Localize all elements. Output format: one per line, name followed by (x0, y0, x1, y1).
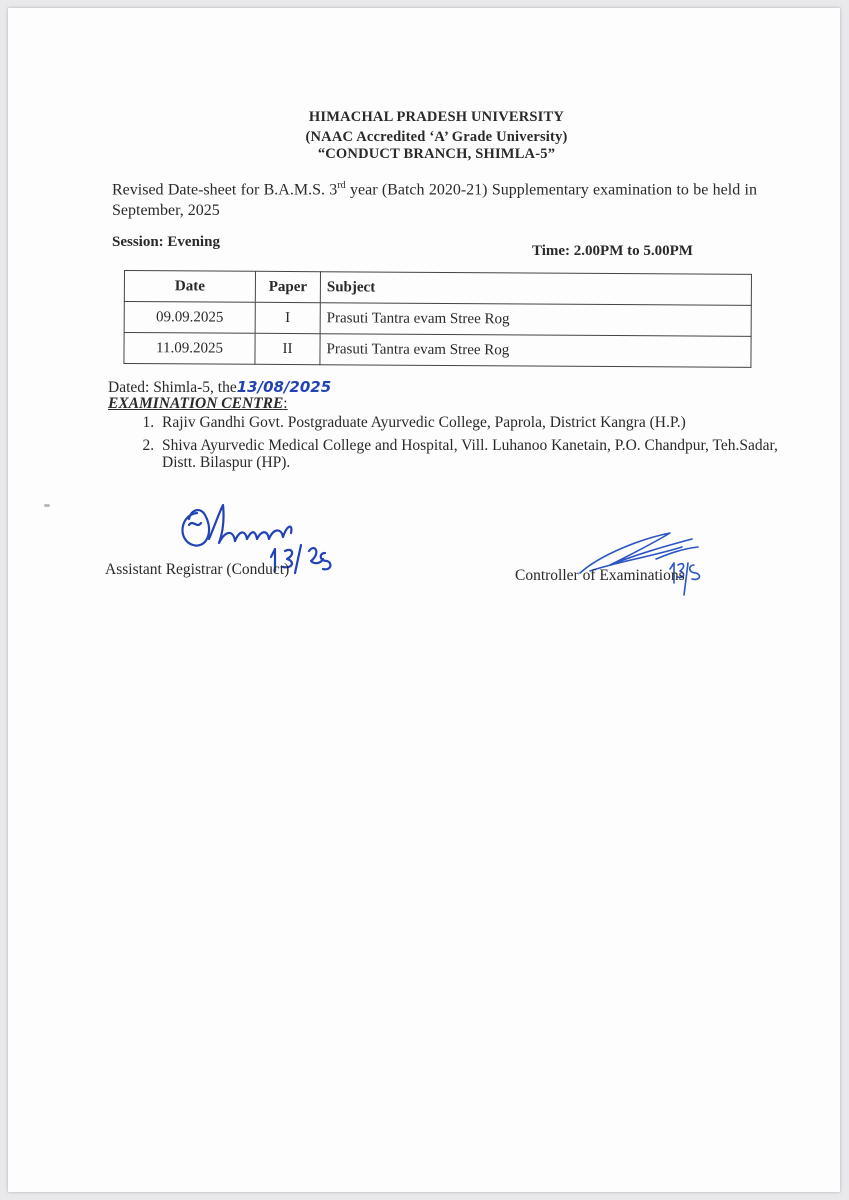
cell-paper: I (255, 302, 320, 333)
university-name: HIMACHAL PRADESH UNIVERSITY (308, 109, 565, 125)
intro-paragraph (112, 175, 757, 221)
branch-line: “CONDUCT BRANCH, SHIMLA-5” (317, 146, 556, 162)
cell-subject: Prasuti Tantra evam Stree Rog (320, 303, 751, 337)
centre-list (108, 408, 808, 471)
intro-text-b: year (Batch 2020-21) Supplementary examination to be held in September, 2025 (112, 181, 758, 220)
list-item: 2. Shiva Ayurvedic Medical College and Hospital, Vill. Luhanoo Kanetain, P.O. Chandpur, Teh.Sadar, Distt. Bilaspur (HP). (158, 437, 808, 471)
centre-title-colon: : (283, 395, 288, 412)
list-item: 1. Rajiv Gandhi Govt. Postgraduate Ayurvedic College, Paprola, District Kangra (H.P.) (158, 414, 808, 431)
header-subject: Subject (320, 272, 751, 306)
cell-paper: II (255, 333, 320, 364)
accreditation-line: (NAAC Accredited ‘A’ Grade University) (305, 129, 568, 145)
time-label: Time: 2.00PM to 5.00PM (532, 243, 693, 259)
cell-date: 09.09.2025 (124, 302, 255, 334)
table-row (124, 302, 751, 337)
session-label: Session: Evening (112, 234, 220, 250)
header-date: Date (124, 271, 255, 303)
header-paper: Paper (255, 271, 320, 302)
centre-title-text: EXAMINATION CENTRE (108, 395, 284, 412)
scan-speck (44, 504, 50, 507)
assistant-registrar-title: Assistant Registrar (Conduct) (105, 561, 290, 578)
cell-subject: Prasuti Tantra evam Stree Rog (320, 334, 751, 368)
intro-text-a: Revised Date-sheet for B.A.M.S. 3 (112, 181, 338, 199)
cell-date: 11.09.2025 (124, 333, 255, 365)
controller-signature (570, 525, 710, 600)
intro-sup: rd (337, 180, 346, 191)
controller-title: Controller of Examinations (515, 567, 685, 584)
dated-label: Dated: Shimla-5, the (108, 379, 237, 396)
left-signature-text: Shama 13/8/25 (175, 495, 182, 496)
table-header-row (124, 271, 751, 306)
handwritten-date: 13/08/2025 (236, 378, 332, 396)
date-sheet-table (123, 270, 752, 368)
right-signature-text: 13/8 (570, 525, 572, 526)
table-row (124, 333, 751, 368)
